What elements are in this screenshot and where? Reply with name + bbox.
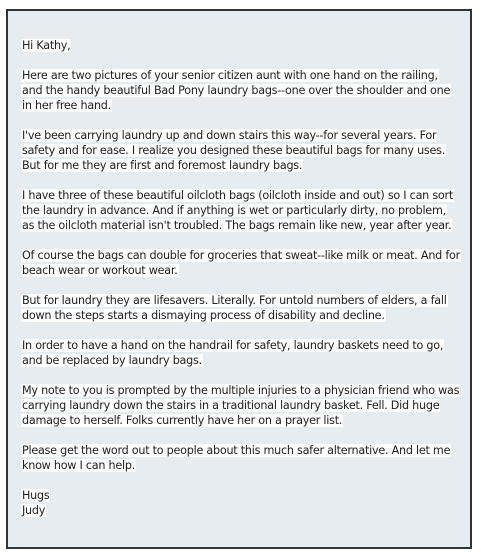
signature: Judy	[22, 504, 46, 517]
letter-body	[21, 38, 461, 518]
paragraph-6: In order to have a hand on the handrail for safety, laundry baskets need to go, and be replaced by laundry bags.	[22, 339, 444, 367]
paragraph-5: But for laundry they are lifesavers. Literally. For untold numbers of elders, a fall down the steps starts a dismaying process of disability and decline.	[22, 294, 447, 322]
closing: Hugs	[22, 489, 50, 502]
paragraph-8: Please get the word out to people about this much safer alternative. And let me know how I can help.	[22, 444, 451, 472]
paragraph-3: I have three of these beautiful oilcloth bags (oilcloth inside and out) so I can sort the laundry in advance. And if anything is wet or particularly dirty, no problem, as the oilcloth material isn't troubled. The bags remain like new, year after year.	[22, 189, 453, 232]
paragraph-4: Of course the bags can double for groceries that sweat--like milk or meat. And for beach wear or workout wear.	[22, 249, 460, 277]
letter-frame	[6, 9, 472, 549]
paragraph-1: Here are two pictures of your senior citizen aunt with one hand on the railing, and the handy beautiful Bad Pony laundry bags--one over the shoulder and one in her free hand.	[22, 69, 451, 112]
paragraph-2: I've been carrying laundry up and down stairs this way--for several years. For safety and for ease. I realize you designed these beautiful bags for many uses. But for me they are first and foremost laundry bags.	[22, 129, 446, 172]
sign-off	[21, 488, 461, 518]
greeting: Hi Kathy,	[22, 39, 71, 52]
paragraph-7: My note to you is prompted by the multiple injuries to a physician friend who was carrying laundry down the stairs in a traditional laundry basket. Fell. Did huge damage to herself. Folks currently have her on a prayer list.	[22, 384, 460, 427]
